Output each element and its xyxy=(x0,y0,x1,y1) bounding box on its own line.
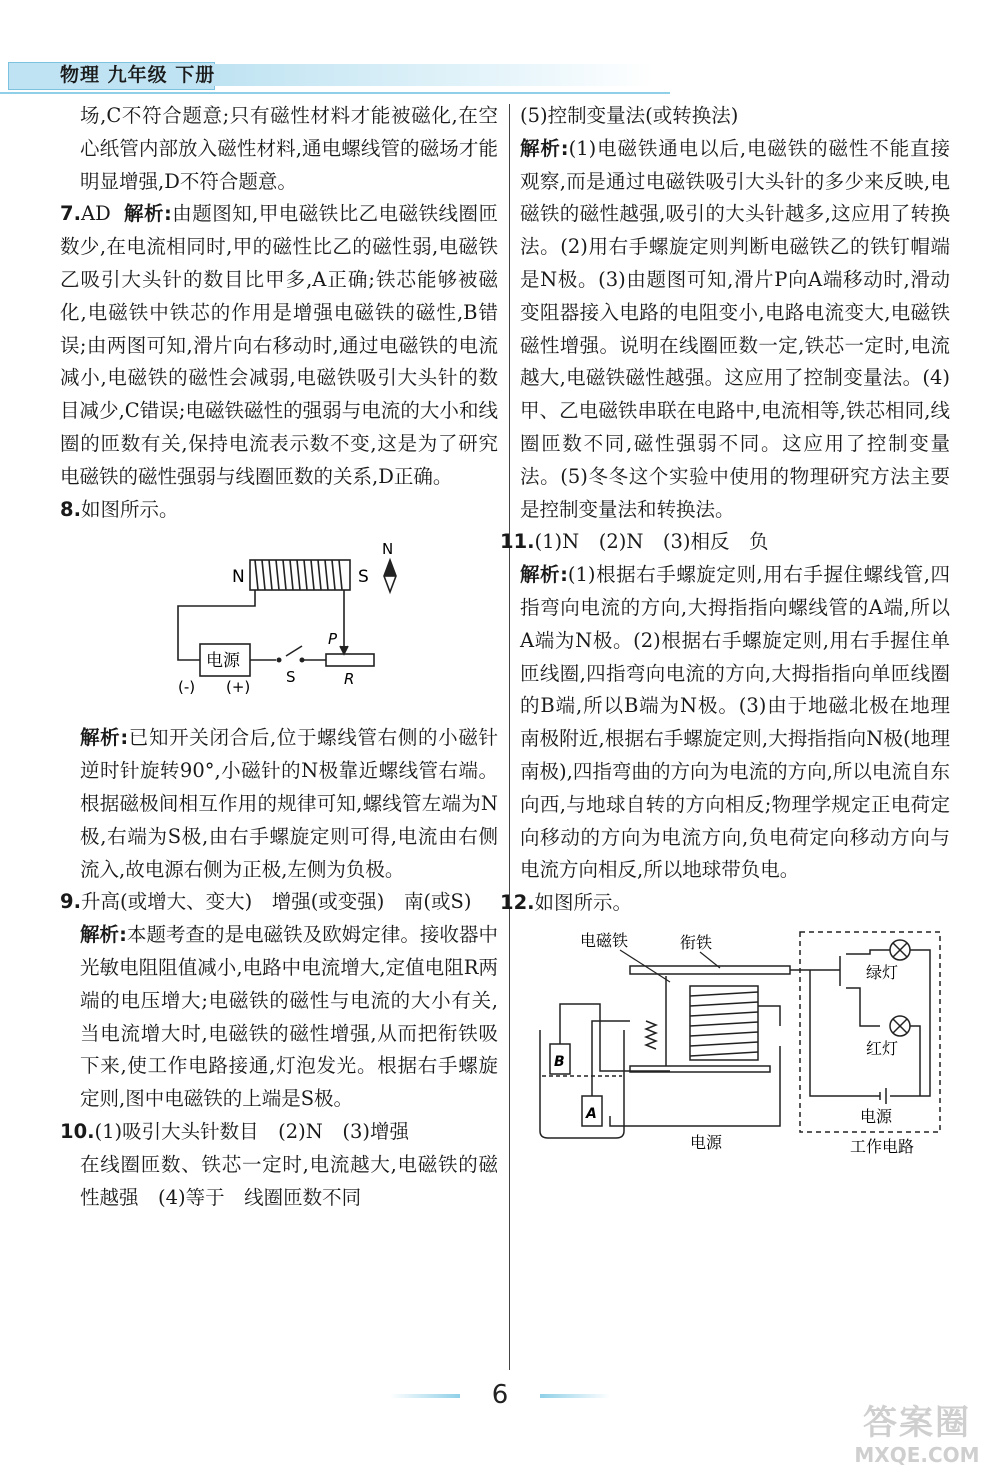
right-column xyxy=(500,100,950,1162)
answer: 如图所示。 xyxy=(534,891,633,915)
page-number: 6 xyxy=(491,1380,509,1410)
analysis-label: 解析: xyxy=(520,136,569,160)
negative-terminal-label: (-) xyxy=(178,678,196,697)
work-power-label: 电源 xyxy=(860,1106,893,1126)
answer: 升高(或增大、变大) 增强(或变强) 南(或S) xyxy=(80,890,472,914)
page-number-decoration-right xyxy=(540,1394,610,1398)
work-circuit-label: 工作电路 xyxy=(850,1136,915,1156)
answer: 如图所示。 xyxy=(80,497,179,521)
resistor-label: R xyxy=(344,670,355,689)
header-line xyxy=(0,92,670,94)
question-7 xyxy=(60,198,498,493)
answer: AD xyxy=(80,202,111,226)
analysis-label: 解析: xyxy=(80,726,129,750)
watermark-url: MXQE.COM xyxy=(854,1443,980,1467)
analysis-label: 解析: xyxy=(124,202,172,226)
question-number: 11. xyxy=(500,530,535,554)
analysis-text: 由题图知,甲电磁铁比乙电磁铁线圈匝数少,在电流相同时,甲的磁性比乙的磁性弱,电磁铁乙吸引大头针的数目比甲多,A正确;铁芯能够被磁化,电磁铁中铁芯的作用是增强电磁铁的磁性,B错误;由两图可知,滑片向右移动时,通过电磁铁的电流减小,电磁铁的磁性会减弱,电磁铁吸引大头针的数目减少,C错误;电磁铁磁性的强弱与电流的大小和线圈的匝数有关,保持电流表示数不变,这是为了研究电磁铁的磁性强弱与线圈匝数的关系,D正确。 xyxy=(60,202,498,488)
page-header xyxy=(0,40,1000,100)
column-divider xyxy=(509,104,510,1370)
green-lamp-label: 绿灯 xyxy=(866,962,899,982)
question-9 xyxy=(60,886,498,919)
analysis-text: (1)电磁铁通电以后,电磁铁的磁性不能直接观察,而是通过电磁铁吸引大头针的多少来反映,电磁铁的磁性越强,吸引的大头针越多,这应用了转换法。(2)用右手螺旋定则判断电磁铁乙的铁钉帽端是N极。(3)由题图可知,滑片P向A端移动时,滑动变阻器接入电路的电阻变小,电路电流变大,电磁铁磁性增强。说明在线圈匝数一定,铁芯一定时,电流越大,电磁铁磁性越强。这应用了控制变量法。(4)甲、乙电磁铁串联在电路中,电流相等,铁芯相同,线圈匝数不同,磁性强弱不同。这应用了控制变量法。(5)冬冬这个实验中使用的物理研究方法主要是控制变量法和转换法。 xyxy=(520,136,950,521)
left-column xyxy=(60,100,498,1214)
question-11 xyxy=(500,526,950,559)
question-10-answer-cont: 在线圈匝数、铁芯一定时,电流越大,电磁铁的磁性越强 (4)等于 线圈匝数不同 xyxy=(80,1152,498,1209)
question-number: 7. xyxy=(60,202,81,226)
solenoid-circuit-diagram xyxy=(80,532,498,716)
switch-label: S xyxy=(286,668,296,687)
question-11-analysis xyxy=(520,559,950,887)
answer: (1)N (2)N (3)相反 负 xyxy=(534,530,769,554)
question-number: 12. xyxy=(500,891,535,915)
analysis-label: 解析: xyxy=(80,923,127,947)
electrode-a-label: A xyxy=(586,1105,597,1122)
question-8-analysis xyxy=(80,722,498,886)
analysis-text: (1)根据右手螺旋定则,用右手握住螺线管,四指弯向电流的方向,大拇指指向螺线管的A端,所以A端为N极。(2)根据右手螺旋定则,用右手握住单匝线圈,四指弯向电流的方向,大拇指指向单匝线圈的B端,所以B端为N极。(3)由于地磁北极在地理南极附近,根据右手螺旋定则,大拇指指向N极(地理南极),四指弯曲的方向为电流的方向,所以电流自东向西,与地球自转的方向相反;物理学规定正电荷定向移动的方向为电流方向,负电荷定向移动方向与电流方向相反,所以地球带负电。 xyxy=(520,563,950,882)
analysis-text: 已知开关闭合后,位于螺线管右侧的小磁针逆时针旋转90°,小磁针的N极靠近螺线管右端。根据磁极间相互作用的规律可知,螺线管左端为N极,右端为S极,由右手螺旋定则可得,电流由右侧流入,故电源右侧为正极,左侧为负极。 xyxy=(80,726,498,881)
question-10-answer-5: (5)控制变量法(或转换法) xyxy=(520,104,739,127)
question-8 xyxy=(60,494,498,527)
continued-paragraph: 场,C不符合题意;只有磁性材料才能被磁化,在空心纸管内部放入磁性材料,通电螺线管的磁场才能明显增强,D不符合题意。 xyxy=(80,104,498,193)
watermark xyxy=(842,1402,992,1472)
analysis-label: 解析: xyxy=(520,563,568,587)
header-decoration xyxy=(214,64,654,86)
power-source-label: 电源 xyxy=(206,651,240,672)
s-pole-label: S xyxy=(358,567,369,588)
question-number: 9. xyxy=(60,890,81,914)
needle-n-label: N xyxy=(382,540,394,559)
control-power-label: 电源 xyxy=(690,1132,723,1152)
question-9-analysis xyxy=(80,919,498,1116)
relay-circuit-diagram xyxy=(520,926,950,1156)
question-12 xyxy=(500,887,950,920)
question-number: 8. xyxy=(60,497,81,521)
question-10-analysis xyxy=(520,133,950,527)
question-10 xyxy=(60,1116,498,1149)
question-number: 10. xyxy=(60,1119,95,1143)
answer: (1)吸引大头针数目 (2)N (3)增强 xyxy=(94,1119,409,1143)
analysis-text: 本题考查的是电磁铁及欧姆定律。接收器中光敏电阻阻值减小,电路中电流增大,定值电阻R两端的电压增大;电磁铁的磁性与电流的大小有关,当电流增大时,电磁铁的磁性增强,从而把衔铁吸下来,使工作电路接通,灯泡发光。根据右手螺旋定则,图中电磁铁的上端是S极。 xyxy=(80,923,498,1111)
watermark-title: 答案圈 xyxy=(863,1403,971,1443)
electrode-b-label: B xyxy=(554,1053,565,1070)
red-lamp-label: 红灯 xyxy=(866,1038,899,1058)
book-title: 物理 九年级 下册 xyxy=(60,64,216,86)
slider-label: P xyxy=(328,630,338,649)
n-pole-label: N xyxy=(232,567,245,588)
electromagnet-label: 电磁铁 xyxy=(580,930,629,950)
positive-terminal-label: (+) xyxy=(226,678,251,697)
armature-label: 衔铁 xyxy=(680,932,713,952)
